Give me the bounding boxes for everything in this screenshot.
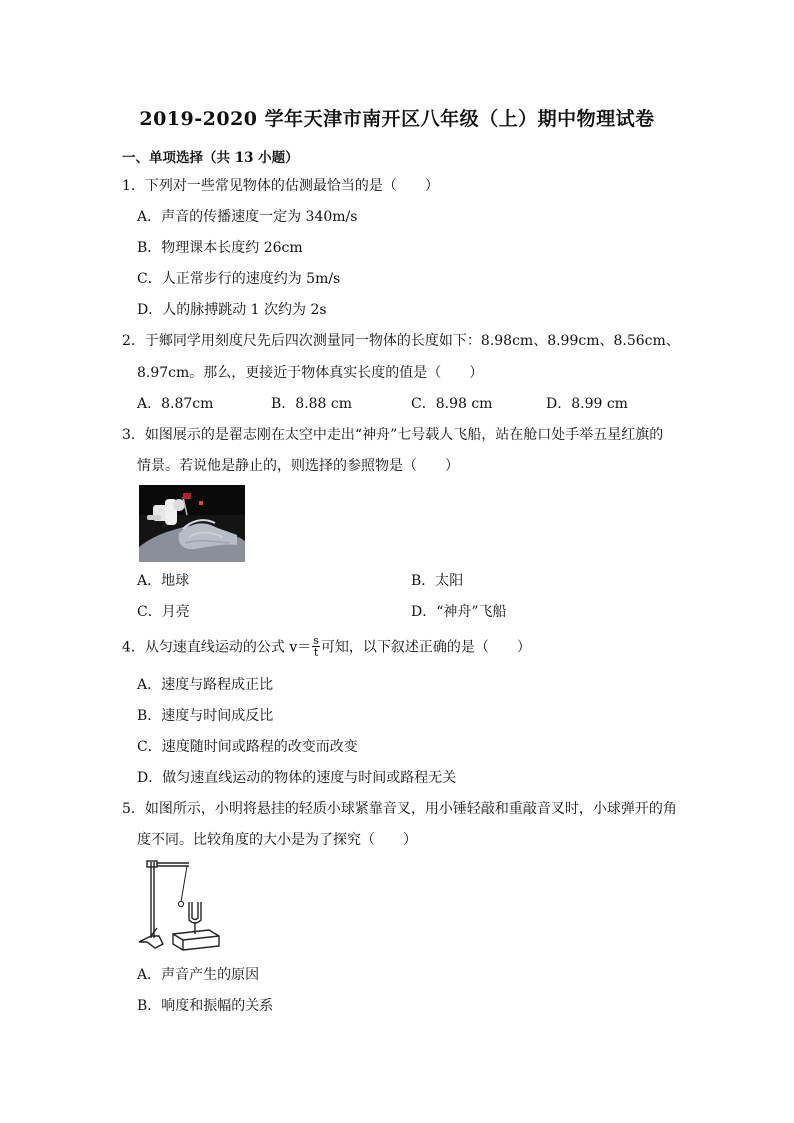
- question-1-stem: 1．下列对一些常见物体的估测最恰当的是（ ）: [122, 178, 439, 194]
- question-5-option-b: B．响度和振幅的关系: [137, 998, 274, 1014]
- question-2-option-b: B．8.88 cm: [271, 396, 353, 412]
- question-5-stem-line1: 5．如图所示，小明将悬挂的轻质小球紧靠音叉，用小锤轻敲和重敲音叉时，小球弹开的角: [122, 801, 677, 817]
- fraction-denominator: t: [313, 646, 319, 659]
- question-2-option-c: C．8.98 cm: [411, 396, 493, 412]
- question-4-stem-before-formula: 4．从匀速直线运动的公式 v＝: [122, 639, 312, 656]
- question-3-option-a: A．地球: [137, 573, 190, 589]
- question-5-stem-line2: 度不同。比较角度的大小是为了探究（ ）: [137, 832, 417, 848]
- question-1-option-b: B．物理课本长度约 26cm: [137, 240, 303, 256]
- question-2-option-a: A．8.87cm: [137, 396, 214, 412]
- question-3-option-c: C．月亮: [137, 604, 190, 620]
- fraction-numerator: s: [313, 634, 319, 647]
- question-2-stem-line1: 2．于鄉同学用刻度尺先后四次测量同一物体的长度如下：8.98cm、8.99cm、8.56cm、: [122, 333, 680, 349]
- question-4-stem-after-formula: 可知，以下叙述正确的是（ ）: [320, 639, 531, 656]
- question-3-option-d: D．“神舟”飞船: [411, 604, 507, 620]
- tuning-fork-pendulum-diagram: [137, 856, 223, 952]
- velocity-fraction: [312, 635, 320, 658]
- question-2-option-d: D．8.99 cm: [546, 396, 628, 412]
- question-5-option-a: A．声音产生的原因: [137, 967, 260, 983]
- question-4-option-d: D．做匀速直线运动的物体的速度与时间或路程无关: [137, 770, 457, 786]
- question-2-stem-line2: 8.97cm。那么，更接近于物体真实长度的值是（ ）: [137, 365, 484, 381]
- question-4-stem: [122, 636, 531, 659]
- question-1-option-d: D．人的脉搏跳动 1 次约为 2s: [137, 302, 327, 318]
- question-1-option-a: A．声音的传播速度一定为 340m/s: [137, 209, 358, 225]
- astronaut-spacewalk-photo: [139, 485, 245, 562]
- question-3-option-b: B．太阳: [411, 573, 464, 589]
- question-3-stem-line1: 3．如图展示的是翟志刚在太空中走出“神舟”七号载人飞船，站在舱口处手举五星红旗的: [122, 427, 664, 443]
- page-title: 2019-2020 学年天津市南开区八年级（上）期中物理试卷: [139, 108, 655, 130]
- question-4-option-c: C．速度随时间或路程的改变而改变: [137, 739, 358, 755]
- question-3-stem-line2: 情景。若说他是静止的，则选择的参照物是（ ）: [137, 458, 459, 474]
- question-4-option-b: B．速度与时间成反比: [137, 708, 274, 724]
- question-4-option-a: A．速度与路程成正比: [137, 677, 274, 693]
- question-1-option-c: C．人正常步行的速度约为 5m/s: [137, 271, 341, 287]
- section-title: 一、单项选择（共 13 小题）: [122, 150, 299, 166]
